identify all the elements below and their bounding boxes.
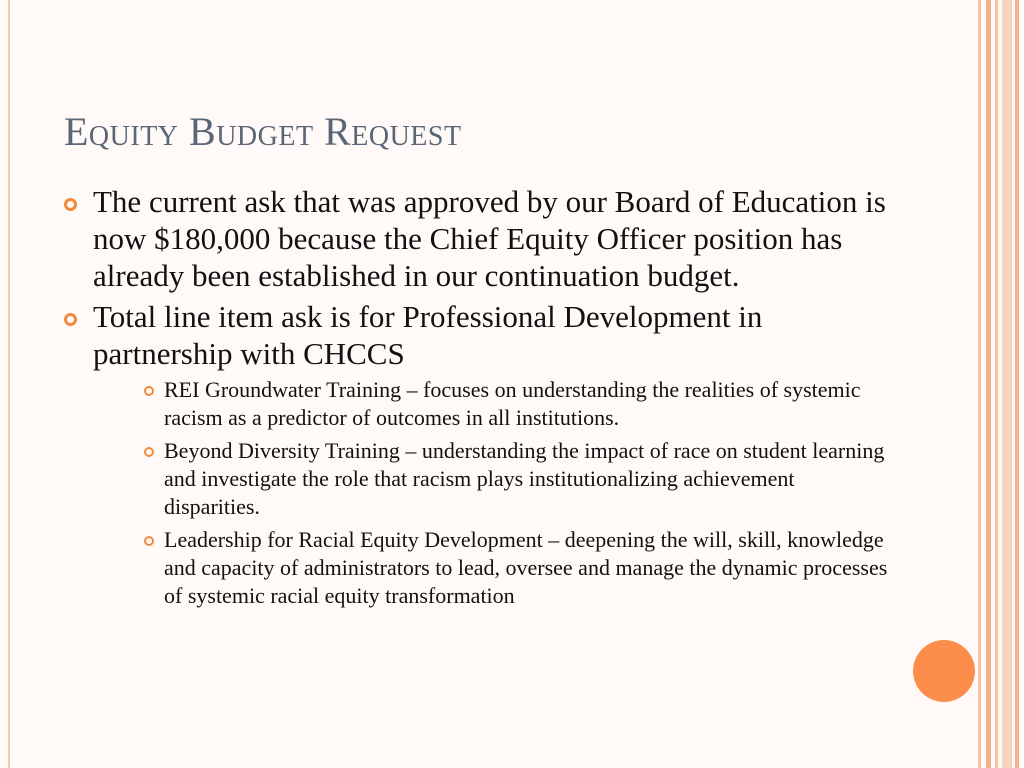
right-decor-stripe: [978, 0, 981, 768]
right-decor-stripe: [1002, 0, 1012, 768]
sub-bullet-text: Beyond Diversity Training – understanding the impact of race on student learning and investigate the role that racism plays institutionalizing achievement disparities.: [164, 438, 885, 519]
sub-bullet-ring-icon: [144, 536, 154, 546]
sub-bullet-ring-icon: [144, 447, 154, 457]
right-decor-stripe: [986, 0, 991, 768]
sub-bullet-text: Leadership for Racial Equity Development – deepening the will, skill, knowledge and capacity of administrators to lead, oversee and manage the dynamic processes of systemic racial equity transformation: [164, 527, 888, 608]
right-decor-stripe: [995, 0, 998, 768]
slide-body: [60, 183, 890, 615]
bullet-text: Total line item ask is for Professional Development in partnership with CHCCS: [93, 299, 763, 371]
right-decor-stripe: [1015, 0, 1019, 768]
slide-title: Equity Budget Request: [64, 109, 462, 154]
bullet-ring-icon: [64, 313, 77, 326]
sub-bullet-item: [164, 376, 890, 432]
sub-bullet-ring-icon: [144, 386, 154, 396]
bullet-ring-icon: [64, 198, 77, 211]
left-border-stripe: [8, 0, 10, 768]
sub-bullet-item: [164, 437, 890, 521]
sub-bullet-text: REI Groundwater Training – focuses on understanding the realities of systemic racism as a predictor of outcomes in all institutions.: [164, 377, 861, 430]
decorative-circle: [913, 640, 975, 702]
bullet-text: The current ask that was approved by our Board of Education is now $180,000 because the Chief Equity Officer position has already been established in our continuation budget.: [93, 184, 886, 293]
sub-bullet-item: [164, 526, 890, 610]
bullet-item: [60, 183, 890, 294]
bullet-item: [60, 298, 890, 372]
